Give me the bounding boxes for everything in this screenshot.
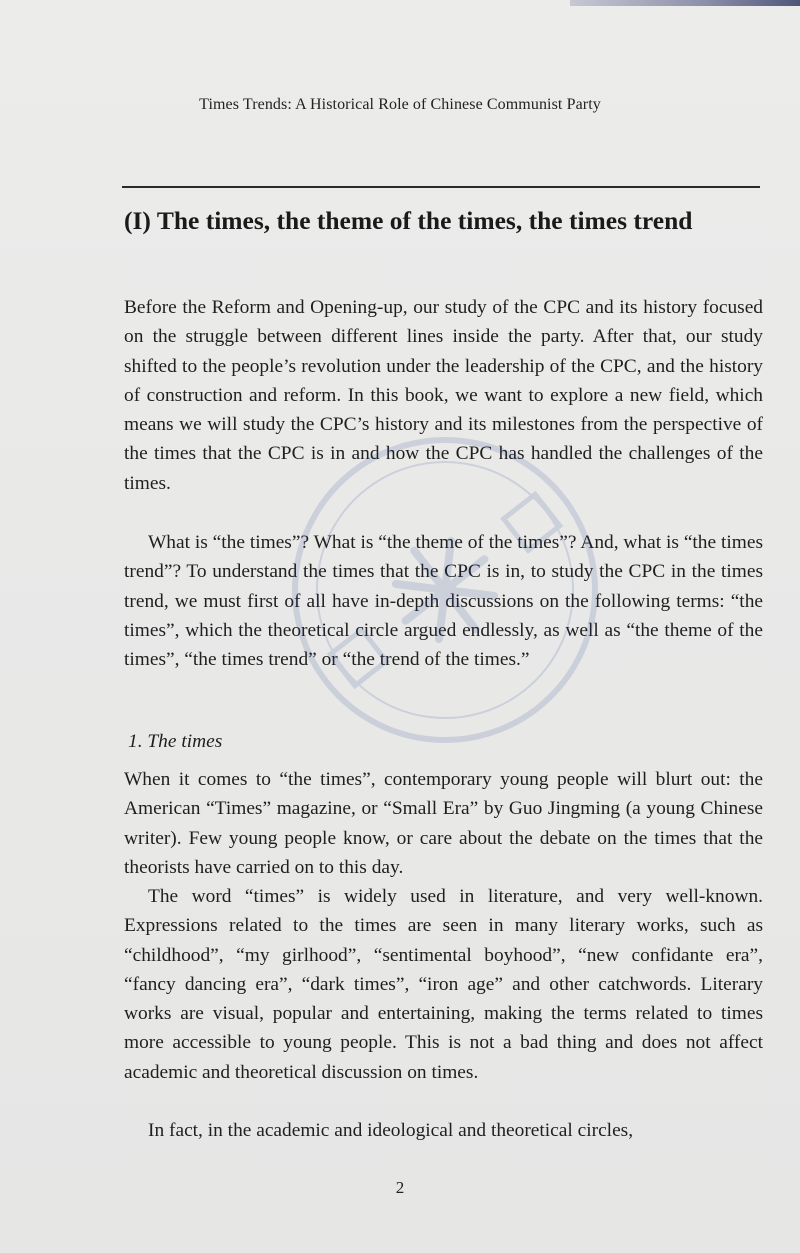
page-edge-strip — [570, 0, 800, 6]
paragraph-3: When it comes to “the times”, contemporary young people will blurt out: the American “Times” magazine, or “Small Era” by Guo Jingming (a young Chinese writer). Few young people know, or care about the debate on the times that the theorists have carried on to this day. — [124, 769, 763, 878]
subsection-heading: 1. The times — [128, 731, 223, 752]
paragraph-5: In fact, in the academic and ideological and theoretical circles, — [148, 1120, 634, 1141]
page-number: 2 — [395, 1178, 405, 1197]
paragraph-2: What is “the times”? What is “the theme of the times”? And, what is “the times trend”? To understand the times that the CPC is in, to study the CPC in the times trend, we must first of all have in-depth discussions on the following terms: “the times”, which the theoretical circle argued endlessly, as well as “the theme of the times”, “the times trend” or “the trend of the times.” — [124, 532, 763, 671]
running-header: Times Trends: A Historical Role of Chinese Communist Party — [199, 96, 601, 113]
header-rule — [122, 186, 760, 188]
section-heading: (I) The times, the theme of the times, the times trend — [124, 206, 693, 235]
paragraph-1: Before the Reform and Opening-up, our study of the CPC and its history focused on the struggle between different lines inside the party. After that, our study shifted to the people’s revolution under the leadership of the CPC, and the history of construction and reform. In this book, we want to explore a new field, which means we will study the CPC’s history and its milestones from the perspective of the times that the CPC is in and how the CPC has handled the challenges of the times. — [124, 297, 763, 494]
paragraph-4: The word “times” is widely used in literature, and very well-known. Expressions related to the times are seen in many literary works, such as “childhood”, “my girlhood”, “sentimental boyhood”, “new confidante era”, “fancy dancing era”, “dark times”, “iron age” and other catchwords. Literary works are visual, popular and entertaining, making the terms related to times more accessible to young people. This is not a bad thing and does not affect academic and theoretical discussion on times. — [124, 886, 763, 1083]
